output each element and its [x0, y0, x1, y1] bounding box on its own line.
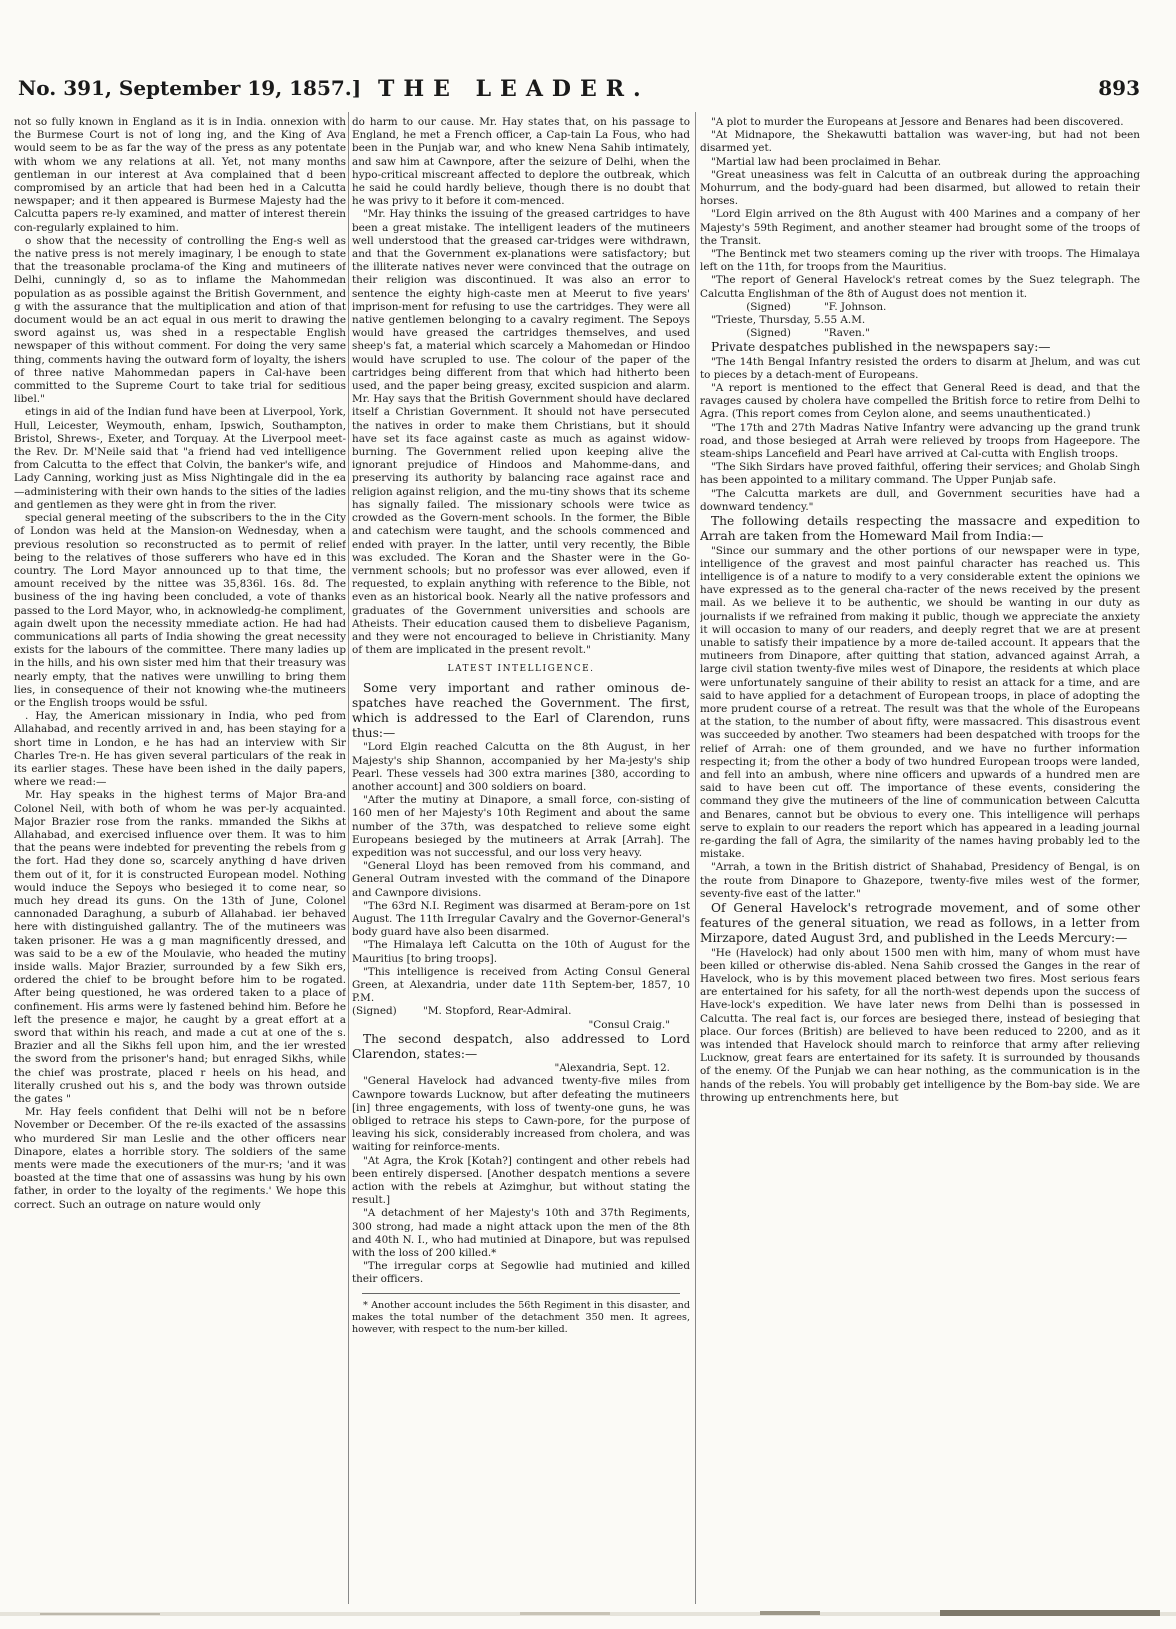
- column-rule-2: [695, 112, 696, 1604]
- paragraph: not so fully known in England as it is in India. onnexion with the Burmese Court is not of long ing, and the King of Ava would seem to be as far the way of the press as any potentate with whom we any relations at all. Yet, not many months gentleman in our interest at Ava complained that d been compromised by an article that had been hed in a Calcutta newspaper; and it then appeared is Burmese Majesty had the Calcutta papers re-ly examined, and matter of interest therein con-regularly explained to him.: [14, 116, 346, 234]
- despatch-paragraph: "The Bentinck met two steamers coming up the river with troops. The Himalaya left on the 11th, for troops from the Mauritius.: [700, 248, 1140, 274]
- despatch-paragraph: "After the mutiny at Dinapore, a small force, con-sisting of 160 men of her Majesty's 10th Regiment and about the same number of the 37th, was despatched to relieve some eight Europeans besieged by the mutineers at Arrak [Arrah]. The expedition was not successful, and our loss very heavy.: [352, 794, 690, 859]
- signature-line: (Signed) "M. Stopford, Rear-Admiral.: [352, 1005, 572, 1018]
- despatch-paragraph: "Lord Elgin arrived on the 8th August with 400 Marines and a company of her Majesty's 59th Regiment, and another steamer had brought some of the troops of the Transit.: [700, 208, 1140, 247]
- paragraph: Of General Havelock's retrograde movement, and of some other features of the general situation, we read as follows, in a letter from Mirzapore, dated August 3rd, and published in the Leeds Mercury:—: [700, 900, 1140, 946]
- quoted-paragraph: Mr. Hay speaks in the highest terms of Major Bra-and Colonel Neil, with both of whom he was per-ly acquainted. Major Brazier rose from the ranks. mmanded the Sikhs at Allahabad, and exercised influence over them. It was to him that the peans were indebted for preventing the rebels from g the fort. Had they done so, scarcely anything d have driven them out of it, for it is constructed European model. Nothing would induce the Sepoys who besieged it to come near, so much hey dread its guns. On the 13th of June, Colonel cannonaded Daraghung, a suburb of Allahabad. ier behaved here with distinguished gallantry. The of the mutineers was taken prisoner. He was a g man magnificently dressed, and was said to be a ew of the Moulavie, who headed the mutiny inside walls. Major Brazier, surrounded by a few Sikh ers, ordered the chief to be brought before him to be rogated. After being questioned, he was ordered taken to a place of confinement. His arms were ly fastened behind him. Before he left the presence e major, he caught by a great effort at a sword that within his reach, and made a cut at one of the s. Brazier and all the Sikhs fell upon him, and the ier wrested the sword from the prisoner's hand; but enraged Sikhs, while the chief was prostrate, placed r heels on his head, and literally crushed out his s, and the body was thrown outside the gates ": [14, 789, 346, 1106]
- paragraph: do harm to our cause. Mr. Hay states that, on his passage to England, he met a French officer, a Cap-tain La Fous, who had been in the Punjab war, and who knew Nena Sahib intimately, and saw him at Cawnpore, after the seizure of Delhi, when the hypo-critical miscreant affected to deplore the outbreak, which he said he could hardly believe, though there is no doubt that he was privy to it before it com-menced.: [352, 116, 690, 208]
- quoted-paragraph: "Arrah, a town in the British district of Shahabad, Presidency of Bengal, is on the route from Dinapore to Ghazepore, twenty-five miles west of the former, seventy-five east of the latter.": [700, 861, 1140, 900]
- despatch-paragraph: "A detachment of her Majesty's 10th and 37th Regiments, 300 strong, had made a night attack upon the men of the 8th and 40th N. I., who had mutinied at Dinapore, but was repulsed with the loss of 200 killed.*: [352, 1207, 690, 1260]
- despatch-paragraph: "The 63rd N.I. Regiment was disarmed at Beram-pore on 1st August. The 11th Irregular Cavalry and the Governor-General's body guard have also been disarmed.: [352, 899, 690, 939]
- despatch-paragraph: "Lord Elgin reached Calcutta on the 8th August, in her Majesty's ship Shannon, accompanied by her Ma-jesty's ship Pearl. These vessels had 300 extra marines [380, according to another account] and 300 soldiers on board.: [352, 741, 690, 793]
- quoted-paragraph: "Mr. Hay thinks the issuing of the greased cartridges to have been a great mistake. The intelligent leaders of the mutineers well understood that the greased car-tridges were withdrawn, and that the Government ex-planations were satisfactory; but the illiterate natives never were convinced that the outrage on their religion was discontinued. It was also an error to sentence the eighty high-caste men at Meerut to five years' imprison-ment for refusing to use the cartridges. They were all native gentlemen belonging to a cavalry regiment. The Sepoys would have greased the cartridges themselves, and used sheep's fat, a material which scarcely a Mahomedan or Hindoo would have scrupled to use. The colour of the paper of the cartridges being different from that which had hitherto been used, and the paper being greasy, excited suspicion and alarm. Mr. Hay says that the British Government should have declared itself a Christian Government. It should not have persecuted the natives in order to make them Christians, but it should have set its face against caste as much as against widow-burning. The Government relied upon keeping alive the ignorant prejudice of Hindoos and Mahomme-dans, and preserving its authority by balancing race against race and religion against religion, and the mu-tiny shows that its scheme has signally failed. The missionary schools were twice as crowded as the Govern-ment schools. In the former, the Bible and catechism were taught, and the schools commenced and ended with prayer. In the latter, until very recently, the Bible was excluded. The Koran and the Shaster were in the Go-vernment schools; but no professor was ever allowed, even if requested, to explain anything with reference to the Bible, not even as an historical book. Nearly all the native professors and graduates of the Government universities and schools are Atheists. Their education caused them to disbelieve Paganism, and they were not encouraged to believe in Christianity. Many of them are implicated in the present revolt.": [352, 208, 690, 657]
- despatch-paragraph: "General Havelock had advanced twenty-five miles from Cawnpore towards Lucknow, but after defeating the mutineers [in] three engagements, with loss of twenty-one guns, he was obliged to retrace his steps to Cawn-pore, for the purpose of leaving his sick, considerably increased from cholera, and was waiting for reinforce-ments.: [352, 1075, 690, 1154]
- section-heading-latest-intelligence: LATEST INTELLIGENCE.: [447, 664, 595, 675]
- paragraph: Private despatches published in the newspapers say:—: [711, 340, 1051, 355]
- paragraph: . Hay, the American missionary in India, who ped from Allahabad, and recently arrived in and, has been staying for a short time in London, e he has had an interview with Sir Charles Tre-n. He has given several particulars of the reak in its earlier stages. These have been ished in the daily papers, where we read:—: [14, 710, 346, 789]
- despatch-paragraph: "General Lloyd has been removed from his command, and General Outram invested with the command of the Dinapore and Cawnpore divisions.: [352, 860, 690, 899]
- despatch-paragraph: "A report is mentioned to the effect that General Reed is dead, and that the ravages caused by cholera have compelled the British force to retire from Delhi to Agra. (This report comes from Ceylon alone, and seems unauthenticated.): [700, 382, 1140, 421]
- paragraph: The following details respecting the massacre and expedition to Arrah are taken from the Homeward Mail from India:—: [700, 514, 1140, 544]
- newspaper-title: THE LEADER.: [378, 76, 650, 102]
- signature-line: (Signed) "Raven.": [700, 327, 870, 340]
- despatch-paragraph: "Martial law had been proclaimed in Behar.: [711, 155, 942, 168]
- despatch-paragraph: "The 14th Bengal Infantry resisted the orders to disarm at Jhelum, and was cut to pieces by a detach-ment of Europeans.: [700, 355, 1140, 381]
- despatch-paragraph: "The irregular corps at Segowlie had mutinied and killed their officers.: [352, 1260, 690, 1286]
- despatch-paragraph: "At Midnapore, the Shekawutti battalion was waver-ing, but had not been disarmed yet.: [700, 129, 1140, 155]
- signature-line: (Signed) "F. Johnson.: [700, 300, 887, 313]
- signature-line: "Consul Craig.": [588, 1018, 670, 1031]
- despatch-paragraph: "The Himalaya left Calcutta on the 10th of August for the Mauritius [to bring troops].: [352, 939, 690, 965]
- paragraph: Mr. Hay feels confident that Delhi will not be n before November or December. Of the re-ils exacted of the assassins who murdered Sir man Leslie and the other officers near Dinapore, elates a horrible story. The soldiers of the same ments were made the executioners of the mur-rs; 'and it was boasted at the time that one of assassins was hung by his own father, in order to the loyalty of the regiments.' We hope this correct. Such an outrage on nature would only: [14, 1106, 346, 1211]
- despatch-paragraph: "The 17th and 27th Madras Native Infantry were advancing up the grand trunk road, and those besieged at Arrah were relieved by troops from Hageepore. The steam-ships Lancefield and Pearl have arrived at Cal-cutta with English troops.: [700, 421, 1140, 461]
- footnote: * Another account includes the 56th Regiment in this disaster, and makes the total number of the detachment 350 men. It agrees, however, with respect to the num-ber killed.: [352, 1299, 690, 1335]
- despatch-paragraph: "The report of General Havelock's retreat comes by the Suez telegraph. The Calcutta Englishman of the 8th of August does not mention it.: [700, 274, 1140, 300]
- despatch-paragraph: "This intelligence is received from Acting Consul General Green, at Alexandria, under date 11th Septem-ber, 1857, 10 P.M.: [352, 965, 690, 1005]
- masthead: [0, 76, 1176, 108]
- dateline: "Trieste, Thursday, 5.55 A.M.: [711, 314, 866, 327]
- despatch-paragraph: "Great uneasiness was felt in Calcutta of an outbreak during the approaching Mohurrum, and the body-guard had been disarmed, but allowed to retain their horses.: [700, 168, 1140, 208]
- paragraph: special general meeting of the subscribers to the in the City of London was held at the Mansion-on Wednesday, when a previous resolution so reconstructed as to permit of relief being to the relatives of those sufferers who have ed in this country. The Lord Mayor announced up to that time, the amount received by the nittee was 35,836l. 16s. 8d. The business of the ing having been concluded, a vote of thanks passed to the Lord Mayor, who, in acknowledg-he compliment, again dwelt upon the necessity mmediate action. He had had communications all parts of India showing the great necessity exists for the labours of the committee. There many ladies up in the hills, and his own sister med him that their treasury was nearly empty, that the natives were unwilling to bring them lies, in consequence of their not knowing whe-the mutineers or the English troops would be ssful.: [14, 512, 346, 709]
- footnote-rule: [362, 1293, 680, 1294]
- paragraph: o show that the necessity of controlling the Eng-s well as the native press is not merely imaginary, l be enough to state that the treasonable proclama-of the King and mutineers of Delhi, cunningly d, so as to inflame the Mahommedan population as as possible against the British Government, and g with the assurance that the multiplication and ation of that document would be an act equal in ous merit to drawing the sword against us, was shed in a respectable English newspaper of this without comment. For doing the very same thing, comments having the outward form of loyalty, the ishers of three native Mahommedan papers in Cal-have been committed to the Supreme Court to take trial for seditious libel.": [14, 234, 346, 406]
- quoted-paragraph: "He (Havelock) had only about 1500 men with him, many of whom must have been killed or otherwise dis-abled. Nena Sahib crossed the Ganges in the rear of Havelock, who is by this movement placed between two fires. Most serious fears are entertained for his safety, for all the north-west depends upon the success of Have-lock's expedition. We have later news from Delhi than is possessed in Calcutta. The real fact is, our forces are besieged there, instead of besieging that place. Our forces (British) are believed to have been reduced to 2200, and as it was intended that Havelock should march to reinforce that army after relieving Lucknow, great fears are entertained for its safety. It is surrounded by thousands of the enemy. Of the Punjab we can hear nothing, as the communication is in the hands of the rebels. You will probably get intelligence by the Bom-bay side. We are throwing up entrenchments here, but: [700, 946, 1140, 1104]
- column-2: [352, 116, 690, 1606]
- scan-artifact-band: [0, 1606, 1176, 1624]
- quoted-paragraph: "Since our summary and the other portions of our newspaper were in type, intelligence of the gravest and most painful character has reached us. This intelligence is of a nature to modify to a very considerable extent the opinions we have expressed as to the general cha-racter of the news received by the present mail. As we believe it to be authentic, we should be wanting in our duty as journalists if we refrained from making it public, though we appreciate the anxiety it will occasion to many of our readers, and deeply regret that we are at present unable to satisfy their impatience by a more de-tailed account. It appears that the mutineers from Dinapore, after quitting that station, advanced against Arrah, a large civil station twenty-five miles west of Dinapore, the residents at which place were unfortunately sanguine of their ability to resist an attack for a time, and are said to have applied for a detachment of European troops, in place of adopting the more prudent course of a retreat. The result was that the whole of the Europeans at the station, to the number of about fifty, were massacred. This disastrous event was succeeded by another. Two steamers had been despatched with troops for the relief of Arrah: one of them grounded, and we have no further information respecting it; from the other a body of two hundred European troops were landed, and fell into an ambush, where nine officers and upwards of a hundred men are said to have been cut off. The importance of these events, considering the command they give the mutineers of the line of communication between Calcutta and Benares, cannot but be obvious to every one. This intelligence will perhaps serve to explain to our readers the report which has appeared in a leading journal re-garding the fall of Agra, the similarity of the names having probably led to the mistake.: [700, 544, 1140, 861]
- despatch-paragraph: "The Sikh Sirdars have proved faithful, offering their services; and Gholab Singh has been appointed to a military command. The Upper Punjab safe.: [700, 461, 1140, 487]
- column-1: [14, 116, 346, 1606]
- page-number: 893: [1098, 76, 1140, 100]
- paragraph: The second despatch, also addressed to Lord Clarendon, states:—: [352, 1031, 690, 1062]
- paragraph: Some very important and rather ominous de-spatches have reached the Government. The first, which is addressed to the Earl of Clarendon, runs thus:—: [352, 680, 690, 741]
- issue-date: No. 391, September 19, 1857.]: [18, 76, 362, 100]
- despatch-paragraph: "The Calcutta markets are dull, and Government securities have had a downward tendency.": [700, 487, 1140, 513]
- column-rule-1: [348, 112, 349, 1604]
- paragraph: etings in aid of the Indian fund have been at Liverpool, York, Hull, Leicester, Weymouth, enham, Ipswich, Southampton, Bristol, Shrews-, Exeter, and Torquay. At the Liverpool meet-the Rev. Dr. M'Neile said that "a friend had ved intelligence from Calcutta to the effect that Colvin, the banker's wife, and Lady Canning, working just as Miss Nightingale did in the ea—administering with their own hands to the sities of the ladies and gentlemen as they were ght in from the river.: [14, 406, 346, 511]
- column-3: [700, 116, 1140, 1606]
- despatch-paragraph: "A plot to murder the Europeans at Jessore and Benares had been discovered.: [711, 116, 1124, 128]
- despatch-paragraph: "At Agra, the Krok [Kotah?] contingent and other rebels had been entirely dispersed. [Another despatch mentions a severe action with the rebels at Azimghur, but without stating the result.]: [352, 1154, 690, 1207]
- dateline: "Alexandria, Sept. 12.: [554, 1062, 670, 1075]
